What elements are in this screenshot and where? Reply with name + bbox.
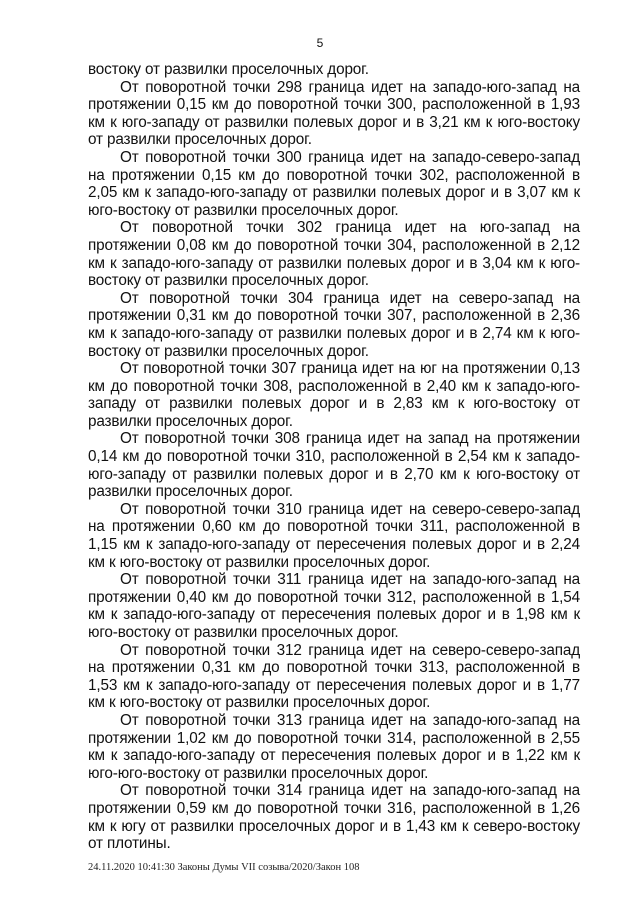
paragraph: От поворотной точки 312 граница идет на северо-северо-запад на протяжении 0,31 км до поворотной точки 313, расположенной в 1,53 км к западо-юго-западу от пересечения полевых дорог и в 1,77 км к юго-востоку от развилки проселочных дорог.: [88, 641, 580, 712]
paragraph-continuation: востоку от развилки проселочных дорог.: [88, 61, 369, 78]
paragraph: От поворотной точки 302 граница идет на юго-запад на протяжении 0,08 км до поворотной точки 304, расположенной в 2,12 км к западо-юго-западу от развилки полевых дорог и в 3,04 км к юго-востоку от развилки проселочных дорог.: [88, 219, 580, 290]
paragraph: От поворотной точки 314 граница идет на западо-юго-запад на протяжении 0,59 км до поворотной точки 316, расположенной в 1,26 км к югу от развилки проселочных дорог и в 1,43 км к северо-востоку от плотины.: [88, 782, 580, 853]
paragraph: От поворотной точки 311 граница идет на западо-юго-запад на протяжении 0,40 км до поворотной точки 312, расположенной в 1,54 км к западо-юго-западу от пересечения полевых дорог и в 1,98 км к юго-востоку от развилки проселочных дорог.: [88, 571, 580, 641]
paragraph: От поворотной точки 298 граница идет на западо-юго-запад на протяжении 0,15 км до поворотной точки 300, расположенной в 1,93 км к юго-западу от развилки полевых дорог и в 3,21 км к юго-востоку от развилки проселочных дорог.: [88, 78, 580, 149]
page-number: 5: [316, 36, 324, 50]
paragraph: От поворотной точки 313 граница идет на западо-юго-запад на протяжении 1,02 км до поворотной точки 314, расположенной в 2,55 км к западо-юго-западу от пересечения полевых дорог и в 1,22 км к юго-юго-востоку от развилки проселочных дорог.: [88, 711, 580, 782]
paragraph: От поворотной точки 310 граница идет на северо-северо-запад на протяжении 0,60 км до поворотной точки 311, расположенной в 1,15 км к западо-юго-западу от пересечения полевых дорог и в 2,24 км к юго-востоку от развилки проселочных дорог.: [88, 500, 580, 571]
document-footer: 24.11.2020 10:41:30 Законы Думы VII созыва/2020/Закон 108: [88, 862, 360, 873]
paragraph: От поворотной точки 300 граница идет на западо-северо-запад на протяжении 0,15 км до поворотной точки 302, расположенной в 2,05 км к западо-юго-западу от развилки полевых дорог и в 3,07 км к юго-востоку от развилки проселочных дорог.: [88, 148, 580, 219]
paragraph: От поворотной точки 304 граница идет на северо-запад на протяжении 0,31 км до поворотной точки 307, расположенной в 2,36 км к западо-юго-западу от развилки полевых дорог и в 2,74 км к юго-востоку от развилки проселочных дорог.: [88, 289, 580, 360]
paragraph: От поворотной точки 308 граница идет на запад на протяжении 0,14 км до поворотной точки 310, расположенной в 2,54 км к западо-юго-западу от развилки полевых дорог и в 2,70 км к юго-востоку от развилки проселочных дорог.: [88, 430, 580, 501]
paragraph: От поворотной точки 307 граница идет на юг на протяжении 0,13 км до поворотной точки 308, расположенной в 2,40 км к западо-юго-западу от развилки полевых дорог и в 2,83 км к юго-востоку от развилки проселочных дорог.: [88, 360, 580, 430]
document-body: [88, 61, 580, 853]
